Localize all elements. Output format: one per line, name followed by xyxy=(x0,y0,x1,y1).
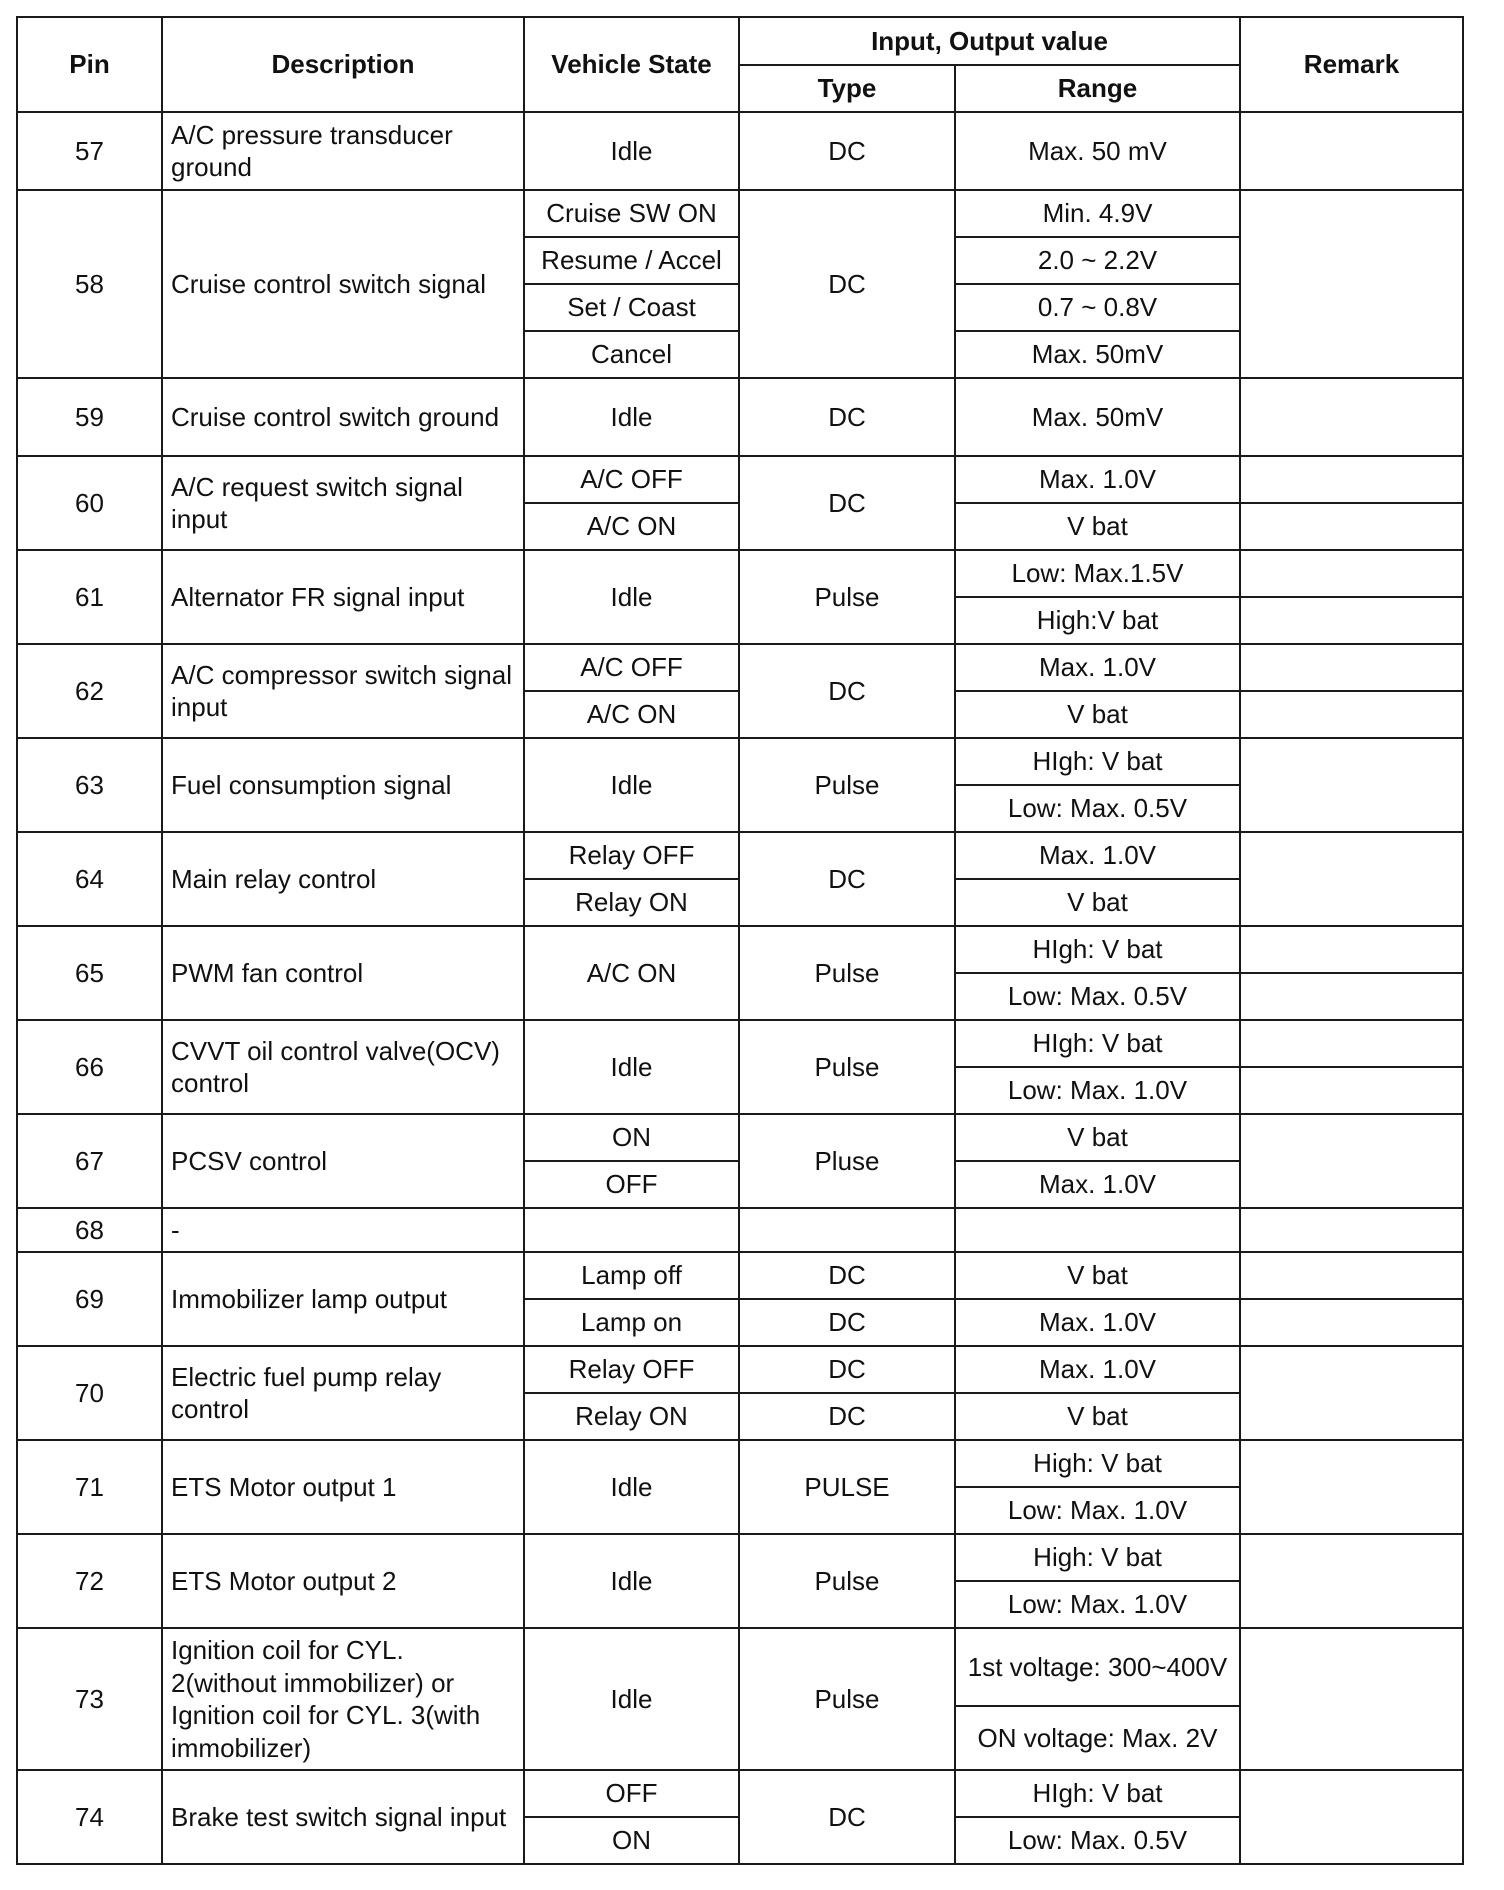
vehicle-state xyxy=(524,1208,739,1252)
vehicle-state: A/C ON xyxy=(524,926,739,1020)
pin-description: Ignition coil for CYL. 2(without immobilizer) or Ignition coil for CYL. 3(with immobilizer) xyxy=(162,1628,524,1770)
signal-type xyxy=(739,1208,955,1252)
signal-range: Max. 50mV xyxy=(955,331,1240,378)
signal-type: DC xyxy=(739,644,955,738)
vehicle-state: Relay ON xyxy=(524,879,739,926)
signal-range: ON voltage: Max. 2V xyxy=(955,1706,1240,1770)
remark-cell xyxy=(1240,1770,1463,1864)
remark-cell xyxy=(1240,1628,1463,1770)
vehicle-state: Idle xyxy=(524,1534,739,1628)
signal-range: HIgh: V bat xyxy=(955,738,1240,785)
remark-cell xyxy=(1240,456,1463,503)
table-header-row xyxy=(17,17,1463,65)
io-value-header: Input, Output value xyxy=(739,17,1240,65)
remark-cell xyxy=(1240,112,1463,190)
pin-description-table xyxy=(16,16,1464,1865)
signal-range: Low: Max. 1.0V xyxy=(955,1487,1240,1534)
vehicle-state: A/C OFF xyxy=(524,456,739,503)
vehicle-state: Idle xyxy=(524,378,739,456)
signal-type: DC xyxy=(739,378,955,456)
signal-range: Low: Max. 1.0V xyxy=(955,1581,1240,1628)
signal-range: 0.7 ~ 0.8V xyxy=(955,284,1240,331)
vehicle-state: OFF xyxy=(524,1770,739,1817)
signal-range: V bat xyxy=(955,1252,1240,1299)
signal-range: Max. 1.0V xyxy=(955,1299,1240,1346)
signal-type: DC xyxy=(739,1299,955,1346)
vehicle-state: A/C OFF xyxy=(524,644,739,691)
pin-number: 68 xyxy=(17,1208,162,1252)
remark-cell xyxy=(1240,1299,1463,1346)
remark-cell xyxy=(1240,1534,1463,1628)
table-row xyxy=(17,926,1463,973)
signal-type: DC xyxy=(739,1770,955,1864)
signal-range: Low: Max. 0.5V xyxy=(955,973,1240,1020)
pin-description: Alternator FR signal input xyxy=(162,550,524,644)
table-row xyxy=(17,644,1463,691)
vehicle-state: Idle xyxy=(524,112,739,190)
remark-cell xyxy=(1240,1252,1463,1299)
pin-description: Main relay control xyxy=(162,832,524,926)
signal-range: 2.0 ~ 2.2V xyxy=(955,237,1240,284)
signal-range: High: V bat xyxy=(955,1440,1240,1487)
signal-range: Low: Max. 1.0V xyxy=(955,1067,1240,1114)
table-row xyxy=(17,1114,1463,1161)
pin-description: Cruise control switch ground xyxy=(162,378,524,456)
table-row xyxy=(17,1534,1463,1581)
pin-number: 67 xyxy=(17,1114,162,1208)
remark-cell xyxy=(1240,644,1463,691)
vehicle-state: Lamp off xyxy=(524,1252,739,1299)
pin-number: 60 xyxy=(17,456,162,550)
table-row xyxy=(17,1208,1463,1252)
pin-description: A/C request switch signal input xyxy=(162,456,524,550)
signal-type: DC xyxy=(739,832,955,926)
signal-range: V bat xyxy=(955,1393,1240,1440)
signal-range: Max. 50mV xyxy=(955,378,1240,456)
pin-number: 59 xyxy=(17,378,162,456)
signal-range: Max. 1.0V xyxy=(955,1346,1240,1393)
range-header: Range xyxy=(955,65,1240,112)
pin-number: 72 xyxy=(17,1534,162,1628)
remark-cell xyxy=(1240,738,1463,832)
type-header: Type xyxy=(739,65,955,112)
remark-cell xyxy=(1240,1346,1463,1440)
description-header: Description xyxy=(162,17,524,112)
vehicle-state: Relay ON xyxy=(524,1393,739,1440)
pin-number: 57 xyxy=(17,112,162,190)
remark-cell xyxy=(1240,190,1463,378)
vehicle-state: ON xyxy=(524,1114,739,1161)
signal-range: Max. 1.0V xyxy=(955,1161,1240,1208)
signal-range: Min. 4.9V xyxy=(955,190,1240,237)
signal-range: V bat xyxy=(955,503,1240,550)
pin-description: PWM fan control xyxy=(162,926,524,1020)
remark-cell xyxy=(1240,832,1463,926)
signal-type: DC xyxy=(739,1346,955,1393)
table-row xyxy=(17,738,1463,785)
signal-type: DC xyxy=(739,1252,955,1299)
pin-number: 71 xyxy=(17,1440,162,1534)
pin-description: A/C pressure transducer ground xyxy=(162,112,524,190)
pin-number: 58 xyxy=(17,190,162,378)
pin-number: 66 xyxy=(17,1020,162,1114)
vehicle-state: Idle xyxy=(524,738,739,832)
remark-cell xyxy=(1240,1067,1463,1114)
signal-range: V bat xyxy=(955,879,1240,926)
pin-description: - xyxy=(162,1208,524,1252)
vehicle-state: Relay OFF xyxy=(524,1346,739,1393)
table-row xyxy=(17,1252,1463,1299)
vehicle-state: Cancel xyxy=(524,331,739,378)
table-row xyxy=(17,1628,1463,1706)
signal-range: V bat xyxy=(955,691,1240,738)
signal-range xyxy=(955,1208,1240,1252)
vehicle-state: Relay OFF xyxy=(524,832,739,879)
pin-number: 64 xyxy=(17,832,162,926)
pin-number: 62 xyxy=(17,644,162,738)
remark-cell xyxy=(1240,691,1463,738)
table-row xyxy=(17,378,1463,456)
pin-number: 65 xyxy=(17,926,162,1020)
signal-type: Pulse xyxy=(739,1534,955,1628)
signal-type: Pulse xyxy=(739,926,955,1020)
signal-type: DC xyxy=(739,456,955,550)
pin-number: 74 xyxy=(17,1770,162,1864)
vehicle-state: Set / Coast xyxy=(524,284,739,331)
remark-cell xyxy=(1240,550,1463,597)
remark-cell xyxy=(1240,1020,1463,1067)
signal-type: DC xyxy=(739,112,955,190)
signal-range: Max. 1.0V xyxy=(955,644,1240,691)
pin-number: 69 xyxy=(17,1252,162,1346)
vehicle-state: Idle xyxy=(524,1020,739,1114)
signal-type: Pulse xyxy=(739,1628,955,1770)
vehicle-state-header: Vehicle State xyxy=(524,17,739,112)
pin-description: ETS Motor output 1 xyxy=(162,1440,524,1534)
remark-cell xyxy=(1240,597,1463,644)
pin-number: 61 xyxy=(17,550,162,644)
signal-range: HIgh: V bat xyxy=(955,1770,1240,1817)
pin-description: Fuel consumption signal xyxy=(162,738,524,832)
pin-description: ETS Motor output 2 xyxy=(162,1534,524,1628)
remark-header: Remark xyxy=(1240,17,1463,112)
signal-type: DC xyxy=(739,190,955,378)
signal-type: Pulse xyxy=(739,738,955,832)
signal-range: Max. 1.0V xyxy=(955,456,1240,503)
signal-type: Pluse xyxy=(739,1114,955,1208)
pin-description: A/C compressor switch signal input xyxy=(162,644,524,738)
pin-description: CVVT oil control valve(OCV) control xyxy=(162,1020,524,1114)
table-row xyxy=(17,832,1463,879)
remark-cell xyxy=(1240,503,1463,550)
table-row xyxy=(17,1440,1463,1487)
vehicle-state: OFF xyxy=(524,1161,739,1208)
vehicle-state: A/C ON xyxy=(524,691,739,738)
signal-type: Pulse xyxy=(739,550,955,644)
table-row xyxy=(17,190,1463,237)
vehicle-state: Resume / Accel xyxy=(524,237,739,284)
remark-cell xyxy=(1240,1114,1463,1208)
pin-description: PCSV control xyxy=(162,1114,524,1208)
signal-range: High: V bat xyxy=(955,1534,1240,1581)
table-row xyxy=(17,112,1463,190)
signal-range: V bat xyxy=(955,1114,1240,1161)
pin-description: Brake test switch signal input xyxy=(162,1770,524,1864)
table-row xyxy=(17,1770,1463,1817)
pin-number: 73 xyxy=(17,1628,162,1770)
signal-range: HIgh: V bat xyxy=(955,1020,1240,1067)
pin-number: 70 xyxy=(17,1346,162,1440)
remark-cell xyxy=(1240,973,1463,1020)
signal-range: Max. 50 mV xyxy=(955,112,1240,190)
table-row xyxy=(17,1020,1463,1067)
signal-type: Pulse xyxy=(739,1020,955,1114)
table-row xyxy=(17,456,1463,503)
remark-cell xyxy=(1240,1440,1463,1534)
vehicle-state: Cruise SW ON xyxy=(524,190,739,237)
remark-cell xyxy=(1240,378,1463,456)
vehicle-state: Idle xyxy=(524,1440,739,1534)
pin-description: Immobilizer lamp output xyxy=(162,1252,524,1346)
signal-range: Low: Max. 0.5V xyxy=(955,1817,1240,1864)
remark-cell xyxy=(1240,1208,1463,1252)
signal-range: HIgh: V bat xyxy=(955,926,1240,973)
signal-range: 1st voltage: 300~400V xyxy=(955,1628,1240,1706)
table-row xyxy=(17,550,1463,597)
vehicle-state: Idle xyxy=(524,550,739,644)
vehicle-state: Idle xyxy=(524,1628,739,1770)
pin-header: Pin xyxy=(17,17,162,112)
signal-range: High:V bat xyxy=(955,597,1240,644)
signal-range: Low: Max. 0.5V xyxy=(955,785,1240,832)
signal-type: PULSE xyxy=(739,1440,955,1534)
table-row xyxy=(17,1346,1463,1393)
signal-range: Max. 1.0V xyxy=(955,832,1240,879)
vehicle-state: A/C ON xyxy=(524,503,739,550)
vehicle-state: ON xyxy=(524,1817,739,1864)
vehicle-state: Lamp on xyxy=(524,1299,739,1346)
signal-range: Low: Max.1.5V xyxy=(955,550,1240,597)
pin-description: Electric fuel pump relay control xyxy=(162,1346,524,1440)
signal-type: DC xyxy=(739,1393,955,1440)
pin-description: Cruise control switch signal xyxy=(162,190,524,378)
remark-cell xyxy=(1240,926,1463,973)
pin-number: 63 xyxy=(17,738,162,832)
